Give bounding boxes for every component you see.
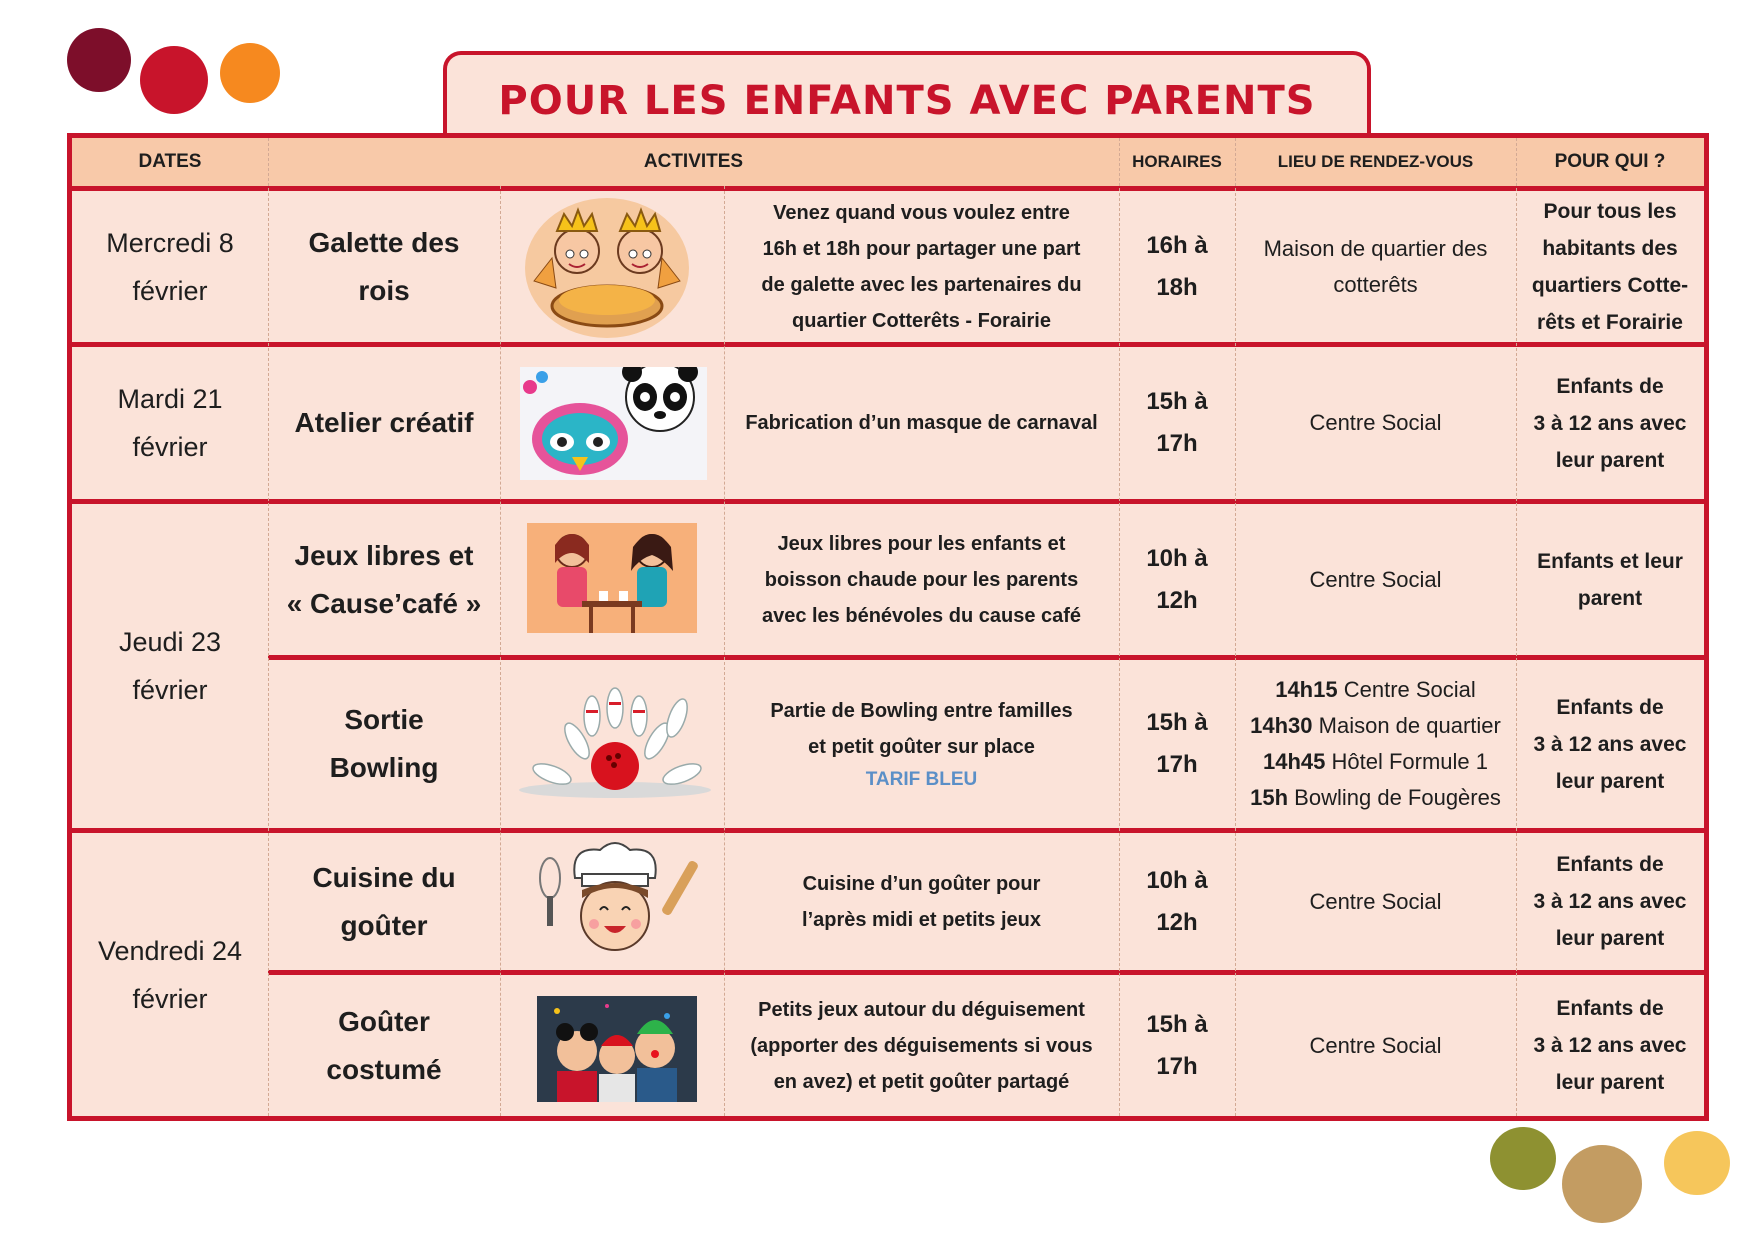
decor-dot-orange	[220, 43, 280, 103]
audience-line: Enfants et leur	[1537, 549, 1683, 573]
hours-line: 17h	[1156, 1052, 1198, 1080]
date-line: février	[132, 432, 208, 462]
header-activites: ACTIVITES	[268, 138, 1119, 186]
audience-line: habitants des	[1542, 236, 1678, 260]
cafe-chat-illustration	[527, 523, 697, 633]
place-cell	[1235, 504, 1516, 655]
column-divider	[500, 186, 501, 1116]
hours-line: 15h à	[1146, 388, 1208, 415]
description-line: boisson chaude pour les parents	[764, 568, 1079, 591]
audience-line: leur parent	[1555, 448, 1665, 472]
hours-line: 17h	[1156, 430, 1198, 457]
audience-cell	[1516, 975, 1704, 1116]
place-cell	[1235, 833, 1516, 970]
description-line: Fabrication d’un masque de carnaval	[745, 412, 1098, 434]
description-line: quartier Cotterêts - Forairie	[792, 309, 1051, 332]
pickup-time: 15h	[1250, 785, 1289, 810]
audience-cell	[1516, 191, 1704, 342]
audience-line: 3 à 12 ans avec	[1533, 890, 1687, 913]
activity-line: Sortie	[344, 704, 424, 735]
hours-cell	[1119, 347, 1235, 499]
description-line: 16h et 18h pour partager une part	[762, 237, 1081, 260]
header-pour-qui: POUR QUI ?	[1516, 138, 1704, 186]
activity-name	[268, 660, 500, 828]
place-line: Centre Social	[1309, 1032, 1442, 1058]
decor-dot-tan	[1562, 1145, 1642, 1223]
place-line: Centre Social	[1309, 566, 1442, 592]
activity-line: Galette des	[308, 226, 460, 258]
audience-cell	[1516, 347, 1704, 499]
audience-line: Pour tous les	[1543, 199, 1677, 223]
hours-line: 12h	[1156, 908, 1198, 936]
bowling-illustration	[517, 686, 714, 800]
activity-description	[724, 833, 1119, 970]
decor-dot-yellow	[1664, 1131, 1730, 1195]
audience-line: Enfants de	[1556, 695, 1664, 719]
chef-child-illustration	[530, 838, 700, 965]
pickup-stop	[1250, 708, 1501, 744]
audience-line: 3 à 12 ans avec	[1533, 411, 1687, 435]
hours-line: 15h à	[1146, 709, 1208, 736]
audience-line: Enfants de	[1556, 853, 1664, 876]
pickup-stop	[1275, 672, 1476, 708]
audience-cell	[1516, 660, 1704, 828]
description-line: Jeux libres pour les enfants et	[777, 532, 1066, 555]
audience-line: leur parent	[1555, 1071, 1665, 1094]
decor-dot-red	[140, 46, 208, 114]
activity-name	[268, 975, 500, 1116]
audience-cell	[1516, 833, 1704, 970]
activity-line: Cuisine du	[312, 861, 456, 893]
audience-line: leur parent	[1555, 927, 1665, 950]
hours-line: 10h à	[1146, 866, 1208, 894]
place-cell	[1235, 975, 1516, 1116]
date-cell	[72, 504, 268, 828]
audience-line: 3 à 12 ans avec	[1533, 1034, 1687, 1057]
activity-line: rois	[358, 274, 410, 306]
date-line: février	[132, 983, 208, 1014]
pickup-time: 14h15	[1275, 677, 1338, 702]
activity-line: Goûter	[338, 1005, 430, 1037]
schedule-table	[67, 133, 1709, 1121]
activity-line: costumé	[326, 1053, 442, 1085]
activity-description	[724, 191, 1119, 342]
pickup-place: Bowling de Fougères	[1294, 785, 1501, 810]
activity-name	[268, 504, 500, 655]
description-line: Cuisine d’un goûter pour	[802, 872, 1041, 895]
audience-line: parent	[1577, 586, 1643, 610]
place-cell	[1235, 347, 1516, 499]
description-line: de galette avec les partenaires du	[761, 273, 1082, 296]
place-cell	[1235, 660, 1516, 828]
description-line: en avez) et petit goûter partagé	[773, 1070, 1070, 1093]
activity-description	[724, 975, 1119, 1116]
date-line: Vendredi 24	[97, 935, 243, 966]
description-line: l’après midi et petits jeux	[802, 908, 1041, 931]
activity-line: Jeux libres et	[294, 539, 474, 571]
decor-dot-burgundy	[67, 28, 131, 92]
pickup-place: Maison de quartier	[1318, 713, 1501, 738]
audience-line: Enfants de	[1556, 374, 1664, 398]
place-line: Maison de quartier des	[1263, 235, 1488, 261]
hours-cell	[1119, 191, 1235, 342]
date-line: Mardi 21	[117, 384, 223, 414]
audience-line: 3 à 12 ans avec	[1533, 732, 1687, 756]
decor-dot-olive	[1490, 1127, 1556, 1190]
costume-party-photo	[537, 996, 697, 1102]
date-line: Jeudi 23	[118, 627, 222, 657]
carnival-mask-illustration	[520, 367, 707, 480]
activity-line: « Cause’café »	[286, 587, 482, 619]
hours-line: 16h à	[1146, 231, 1208, 259]
hours-cell	[1119, 833, 1235, 970]
pickup-stop	[1250, 780, 1501, 816]
description-line: avec les bénévoles du cause café	[761, 604, 1082, 627]
hours-cell	[1119, 975, 1235, 1116]
activity-name	[268, 191, 500, 342]
place-cell	[1235, 191, 1516, 342]
place-line: cotterêts	[1333, 271, 1418, 297]
activity-line: Atelier créatif	[294, 407, 474, 438]
description-line: et petit goûter sur place	[808, 736, 1035, 758]
date-cell	[72, 347, 268, 499]
audience-cell	[1516, 504, 1704, 655]
date-line: Mercredi 8	[106, 227, 234, 258]
audience-line: Enfants de	[1556, 997, 1664, 1020]
header-horaires: HORAIRES	[1119, 138, 1235, 186]
header-lieu: LIEU DE RENDEZ-VOUS	[1235, 138, 1516, 186]
description-line: Venez quand vous voulez entre	[773, 201, 1070, 224]
place-line: Centre Social	[1309, 410, 1442, 435]
pickup-place: Hôtel Formule 1	[1331, 749, 1489, 774]
activity-name	[268, 347, 500, 499]
galette-illustration	[522, 196, 692, 338]
page-title: POUR LES ENFANTS AVEC PARENTS	[498, 78, 1316, 124]
audience-line: quartiers Cotte-	[1531, 273, 1689, 297]
place-line: Centre Social	[1309, 888, 1442, 914]
activity-description	[724, 504, 1119, 655]
activity-description	[724, 347, 1119, 499]
hours-cell	[1119, 660, 1235, 828]
activity-line: Bowling	[329, 752, 439, 783]
hours-line: 10h à	[1146, 544, 1208, 572]
pickup-time: 14h30	[1250, 713, 1313, 738]
description-line: Petits jeux autour du déguisement	[758, 998, 1085, 1021]
hours-cell	[1119, 504, 1235, 655]
hours-line: 15h à	[1146, 1010, 1208, 1038]
tarif-label: TARIF BLEU	[865, 769, 978, 790]
hours-line: 17h	[1156, 751, 1198, 778]
activity-description	[724, 660, 1119, 828]
date-cell	[72, 191, 268, 342]
audience-line: leur parent	[1555, 769, 1665, 793]
description-line: (apporter des déguisements si vous	[750, 1034, 1093, 1057]
hours-line: 12h	[1156, 586, 1198, 614]
pickup-time: 14h45	[1262, 749, 1326, 774]
hours-line: 18h	[1156, 273, 1198, 301]
pickup-stop	[1263, 744, 1488, 780]
title-tab	[443, 51, 1371, 139]
description-line: Partie de Bowling entre familles	[770, 700, 1073, 722]
date-line: février	[132, 275, 208, 306]
date-cell	[72, 833, 268, 1116]
date-line: février	[132, 675, 208, 705]
header-dates: DATES	[72, 138, 268, 186]
activity-line: goûter	[340, 909, 428, 941]
activity-name	[268, 833, 500, 970]
audience-line: rêts et Forairie	[1537, 310, 1683, 334]
pickup-place: Centre Social	[1343, 677, 1476, 702]
